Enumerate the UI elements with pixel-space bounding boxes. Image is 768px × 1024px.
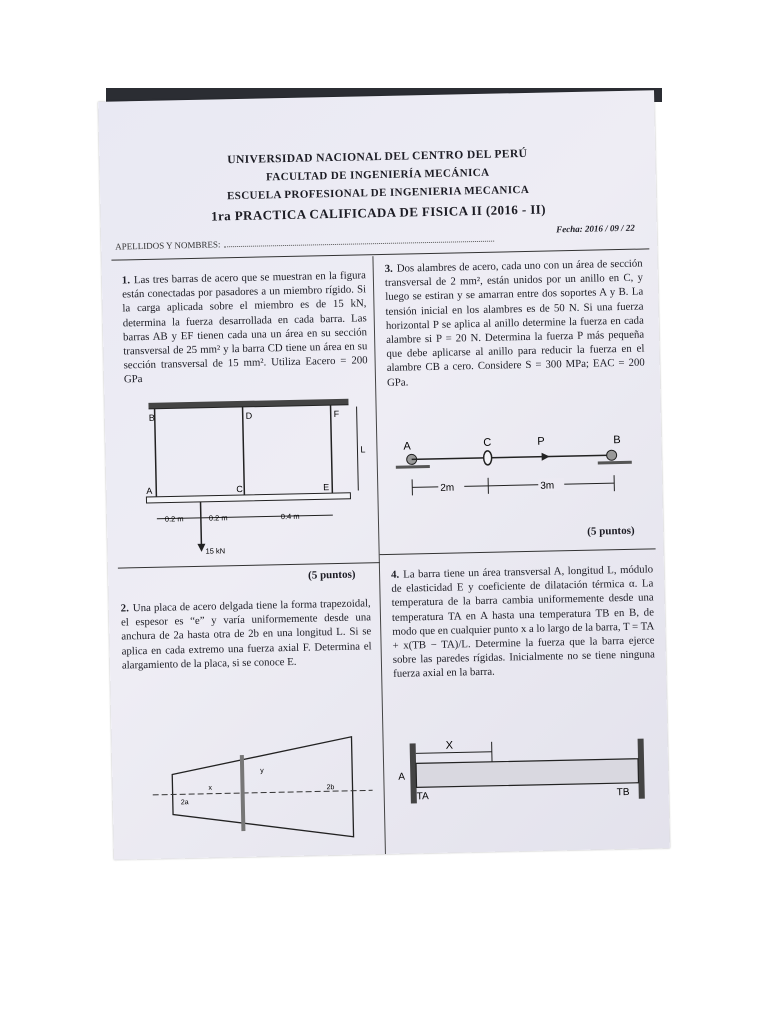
label-d: D [245, 410, 253, 421]
label-a: A [146, 485, 153, 496]
question-4-text: La barra tiene un área transversal A, longitud L, módulo de elasticidad E y coeficiente de dilatación térmica α. La temperatura de la barra cambia uniformemente desde una temperatura TA en A hasta una temperatura TB en B, de modo que en cualquier punto x a lo largo de la barra, T = TA + x(TB − TA)/L. Determine la fuerza que la barra ejerce sobre las paredes rígidas. Inicialmente no se tiene ninguna fuerza axial en la barra. [391, 563, 655, 681]
label-c: C [483, 436, 492, 449]
support-b [607, 450, 617, 460]
question-1-text: Las tres barras de acero que se muestran en la figura están conectadas por pasadores a un miembro rígido. Si la carga aplicada sobre el miembro es de 15 kN, determina la fuerza desarrollada en cada barra. Las barras AB y EF tienen cada una un área en su sección transversal de 25 mm² y la barra CD tiene un área en su sección transversal de 15 mm². Utiliza Eacero = 200 GPa [122, 269, 368, 386]
label-x: X [445, 739, 454, 752]
question-2 [121, 596, 372, 672]
label-c: C [236, 483, 243, 495]
load-arrowhead [197, 544, 205, 552]
question-4 [391, 562, 655, 681]
question-1-points: (5 puntos) [307, 568, 356, 582]
faculty-name: FACULTAD DE INGENIERÍA MECÁNICA [265, 166, 490, 184]
label-3m: 3m [540, 480, 555, 492]
label-p: P [537, 435, 545, 448]
bar-ef [331, 405, 333, 493]
label-b: B [148, 412, 155, 423]
element-slice [240, 755, 246, 831]
dim-1: 0.2 m [164, 514, 184, 524]
label-tb: TB [616, 786, 630, 799]
support-b-ground [598, 461, 632, 465]
label-b: B [613, 434, 621, 447]
figure-q1-rigid-member [138, 396, 371, 561]
ceiling-support [148, 399, 348, 409]
question-3-text: Dos alambres de acero, cada uno con un área de sección transversal de 2 mm², están unidos por un anillo en C, y luego se estiran y se amarran entre dos soportes A y B. La tensión inicial en los alambres es de 50 N. Si una fuerza horizontal P se aplica al anillo determine la fuerza en cada alambre si P = 20 N. Determina la fuerza P más pequeña que debe aplicarse al anillo para reducir la fuerza en el alambre CB a cero. Considere S = 300 MPa; EAC = 200 GPa. [384, 257, 645, 389]
bar [416, 759, 638, 788]
figure-q3-wires [389, 430, 653, 515]
axis-line [153, 790, 373, 795]
label-a: A [403, 440, 411, 453]
left-row-divider [118, 562, 380, 568]
support-a-ground [396, 465, 430, 469]
question-2-text: Una placa de acero delgada tiene la forma trapezoidal, el espesor es “e” y varía uniformemente desde una anchura de 2a hasta otra de 2b en una longitud L. Si se aplica en cada extremo una fuerza axial F. Determina el alargamiento de la placa, si se conoce E. [120, 597, 372, 672]
load-label: 15 kN [205, 546, 226, 556]
label-2a: 2a [180, 799, 189, 807]
label-2b: 2b [326, 784, 335, 792]
exam-header [99, 145, 656, 227]
question-1 [122, 268, 368, 387]
load-arrow [201, 502, 202, 548]
label-2m: 2m [440, 482, 455, 494]
names-label: APELLIDOS Y NOMBRES: [115, 239, 221, 252]
label-ta: TA [416, 791, 429, 803]
question-2-number: 2. [120, 602, 129, 615]
exam-title: 1ra PRACTICA CALIFICADA DE FISICA II (2016 - II) [210, 201, 547, 224]
label-f: F [333, 408, 340, 420]
question-4-number: 4. [390, 568, 400, 581]
wire-acb [412, 455, 610, 459]
length-dimension [357, 407, 359, 491]
names-line [225, 241, 495, 248]
figure-q2-trapezoid [151, 726, 386, 860]
university-name: UNIVERSIDAD NACIONAL DEL CENTRO DEL PERÚ [227, 147, 528, 167]
names-field [115, 234, 494, 252]
force-p-arrow [542, 453, 550, 461]
exam-sheet [98, 90, 670, 859]
question-3-number: 3. [384, 262, 393, 275]
dim-3: 0.4 m [280, 511, 300, 522]
dim-2: 0.2 m [208, 513, 228, 523]
x-dimension [416, 752, 492, 754]
label-a: A [398, 771, 406, 783]
question-3-points: (5 puntos) [587, 524, 635, 538]
label-y: y [260, 767, 264, 775]
label-x: x [208, 784, 213, 792]
exam-date: Fecha: 2016 / 09 / 22 [556, 222, 635, 235]
bar-cd [243, 407, 245, 495]
rigid-member [146, 493, 350, 503]
label-e: E [323, 482, 330, 493]
label-l: L [360, 444, 366, 455]
ring-c [484, 451, 492, 465]
question-1-number: 1. [121, 274, 131, 287]
question-3 [385, 257, 646, 390]
school-name: ESCUELA PROFESIONAL DE INGENIERIA MECANICA [226, 183, 530, 203]
figure-q4-bar [389, 730, 665, 826]
right-row-divider [380, 548, 656, 555]
